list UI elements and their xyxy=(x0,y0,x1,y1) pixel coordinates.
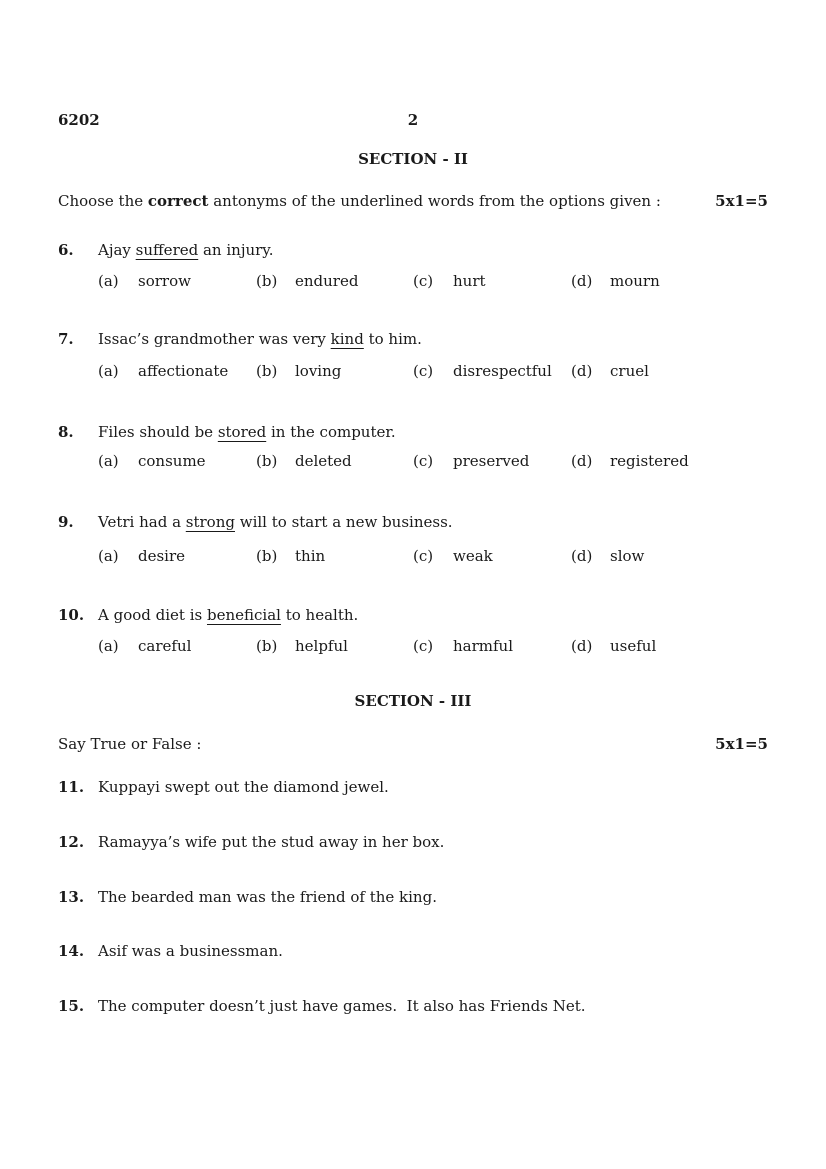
section-2-title: SECTION - II xyxy=(358,150,468,168)
question-post: an injury. xyxy=(198,241,274,259)
option-label: (d) xyxy=(571,362,593,380)
question-text xyxy=(98,241,274,259)
page-number: 2 xyxy=(407,111,419,129)
question-text xyxy=(98,513,453,531)
question-text: Asif was a businessman. xyxy=(98,942,283,960)
section-2-marks: 5x1=5 xyxy=(715,192,768,210)
option-label: (d) xyxy=(571,547,593,565)
option-text: slow xyxy=(610,547,645,565)
question-number: 15. xyxy=(58,997,85,1015)
section-3-instruction: Say True or False : xyxy=(58,735,202,753)
question-text xyxy=(98,423,396,441)
underlined-word: stored xyxy=(217,423,267,441)
option-text: desire xyxy=(138,547,186,565)
option-label: (c) xyxy=(413,547,434,565)
question-number: 7. xyxy=(58,330,74,348)
instruction-text: antonyms of the underlined words from the options given : xyxy=(208,192,661,210)
option-label: (c) xyxy=(413,272,434,290)
instruction-text: Choose the xyxy=(58,192,148,210)
question-pre: A good diet is xyxy=(98,606,207,624)
option-label: (b) xyxy=(256,452,278,470)
option-text: cruel xyxy=(610,362,649,380)
option-text: preserved xyxy=(453,452,530,470)
paper-code: 6202 xyxy=(58,111,100,129)
underlined-word: beneficial xyxy=(206,606,281,624)
question-pre: Issac’s grandmother was very xyxy=(98,330,331,348)
option-text: deleted xyxy=(295,452,352,470)
question-pre: Files should be xyxy=(98,423,218,441)
option-label: (a) xyxy=(98,272,119,290)
question-number: 13. xyxy=(58,888,85,906)
option-label: (a) xyxy=(98,637,119,655)
option-text: hurt xyxy=(453,272,486,290)
option-label: (d) xyxy=(571,637,593,655)
option-text: affectionate xyxy=(138,362,229,380)
underlined-word: strong xyxy=(185,513,235,531)
option-text: harmful xyxy=(453,637,514,655)
question-text xyxy=(98,330,422,348)
option-label: (a) xyxy=(98,452,119,470)
option-text: mourn xyxy=(610,272,660,290)
question-post: to him. xyxy=(363,330,422,348)
underlined-word: suffered xyxy=(135,241,199,259)
option-text: loving xyxy=(295,362,342,380)
option-text: consume xyxy=(138,452,206,470)
option-text: thin xyxy=(295,547,326,565)
option-label: (d) xyxy=(571,452,593,470)
question-pre: Ajay xyxy=(98,241,136,259)
option-label: (b) xyxy=(256,547,278,565)
option-text: useful xyxy=(610,637,657,655)
question-number: 9. xyxy=(58,513,74,531)
option-label: (a) xyxy=(98,547,119,565)
question-number: 12. xyxy=(58,833,85,851)
option-text: disrespectful xyxy=(453,362,552,380)
option-label: (c) xyxy=(413,637,434,655)
underlined-word: kind xyxy=(330,330,364,348)
question-text: Kuppayi swept out the diamond jewel. xyxy=(98,778,389,796)
question-pre: Vetri had a xyxy=(98,513,186,531)
option-label: (c) xyxy=(413,452,434,470)
option-label: (c) xyxy=(413,362,434,380)
question-number: 6. xyxy=(58,241,74,259)
question-number: 11. xyxy=(58,778,85,796)
question-post: in the computer. xyxy=(266,423,396,441)
option-text: registered xyxy=(610,452,689,470)
option-label: (b) xyxy=(256,272,278,290)
question-text xyxy=(98,606,358,624)
option-text: weak xyxy=(453,547,493,565)
instruction-emphasis: correct xyxy=(147,192,209,210)
question-number: 14. xyxy=(58,942,85,960)
option-label: (d) xyxy=(571,272,593,290)
question-post: will to start a new business. xyxy=(234,513,453,531)
option-label: (b) xyxy=(256,362,278,380)
option-text: endured xyxy=(295,272,359,290)
option-text: careful xyxy=(138,637,192,655)
section-3-title: SECTION - III xyxy=(354,692,472,710)
section-3-marks: 5x1=5 xyxy=(715,735,768,753)
option-label: (b) xyxy=(256,637,278,655)
section-2-instruction xyxy=(58,192,661,210)
question-number: 10. xyxy=(58,606,85,624)
question-text: The bearded man was the friend of the king. xyxy=(98,888,437,906)
question-text: Ramayya’s wife put the stud away in her box. xyxy=(98,833,445,851)
question-text: The computer doesn’t just have games. It also has Friends Net. xyxy=(98,997,586,1015)
option-text: sorrow xyxy=(138,272,191,290)
question-post: to health. xyxy=(280,606,359,624)
option-label: (a) xyxy=(98,362,119,380)
question-number: 8. xyxy=(58,423,74,441)
option-text: helpful xyxy=(295,637,348,655)
